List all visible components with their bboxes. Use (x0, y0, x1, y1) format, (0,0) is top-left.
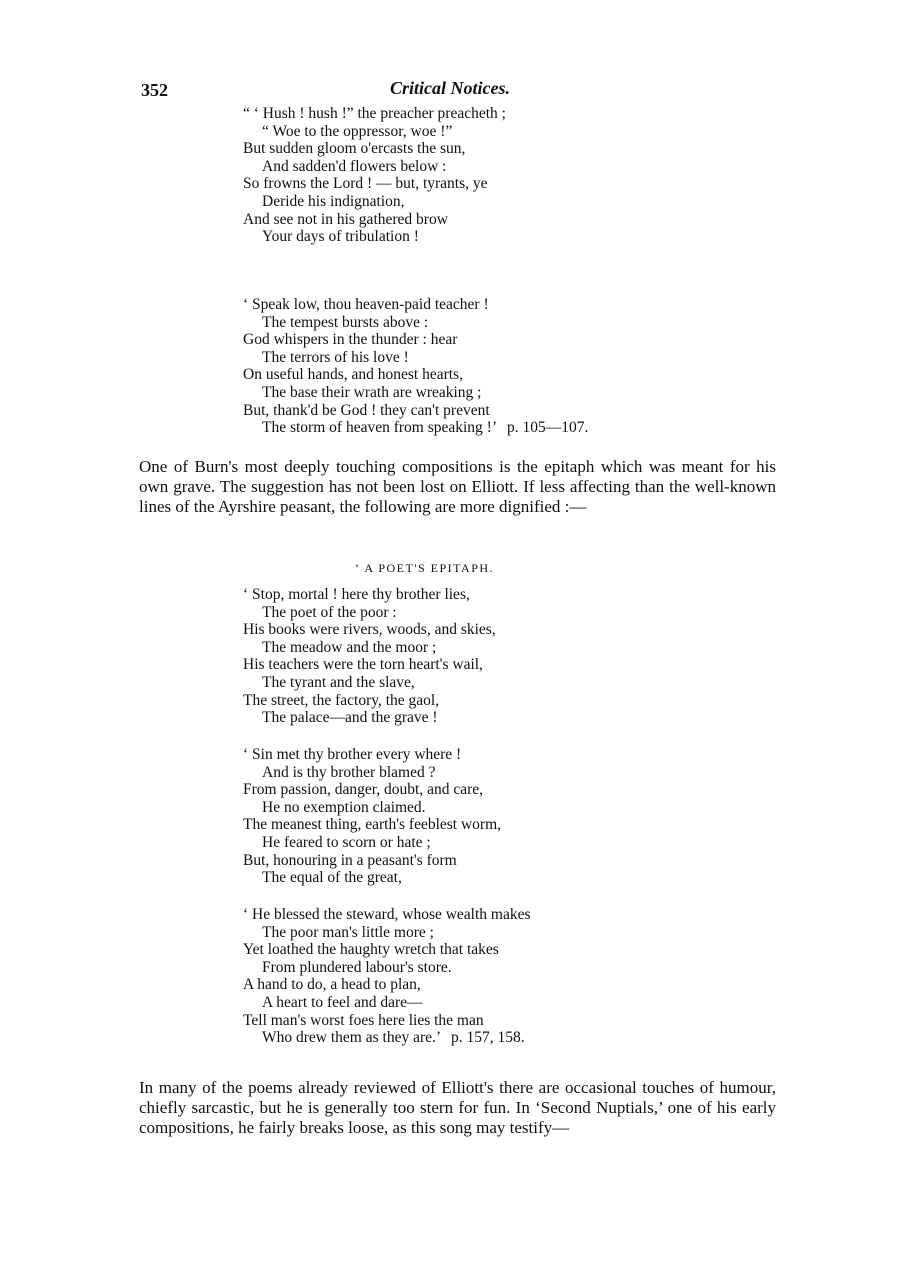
verse-line: His books were rivers, woods, and skies, (243, 621, 496, 639)
running-head: Critical Notices. (390, 78, 510, 98)
poem-stanza-5 (243, 906, 531, 1047)
verse-line: God whispers in the thunder : hear (243, 331, 458, 349)
verse-line: On useful hands, and honest hearts, (243, 366, 463, 384)
verse-line: His teachers were the torn heart's wail, (243, 656, 483, 674)
page-citation: p. 157, 158. (451, 1029, 525, 1047)
verse-line (243, 419, 588, 437)
verse-line: The meadow and the moor ; (262, 638, 437, 656)
verse-line: ‘ He blessed the steward, whose wealth makes (243, 906, 531, 923)
verse-line: He feared to scorn or hate ; (262, 833, 431, 851)
verse-line: ‘ Sin met thy brother every where ! (243, 746, 462, 763)
poem-stanza-2 (243, 296, 588, 437)
verse-text: The storm of heaven from speaking !’ (262, 419, 498, 437)
verse-line: “ Woe to the oppressor, woe !” (262, 122, 453, 140)
verse-line: But, thank'd be God ! they can't prevent (243, 401, 490, 419)
verse-line: From passion, danger, doubt, and care, (243, 781, 484, 799)
prose-paragraph: In many of the poems already reviewed of Elliott's there are occasional touches of humour, chiefly sarcastic, but he is generally too stern for fun. In ‘Second Nuptials,’ one of his early compositions, he fairly breaks loose, as this song may testify— (139, 1078, 776, 1137)
verse-line: But, honouring in a peasant's form (243, 851, 457, 869)
verse-line: From plundered labour's store. (262, 958, 452, 976)
verse-line: So frowns the Lord ! — but, tyrants, ye (243, 175, 488, 193)
epitaph-heading: ‘ A POET'S EPITAPH. (355, 561, 495, 575)
verse-line: And see not in his gathered brow (243, 210, 448, 228)
verse-line: The poet of the poor : (262, 603, 397, 621)
verse-line: “ ‘ Hush ! hush !” the preacher preacheth ; (243, 105, 506, 122)
verse-text: Who drew them as they are.’ (262, 1029, 442, 1047)
verse-line: A heart to feel and dare— (262, 993, 423, 1011)
verse-line: The street, the factory, the gaol, (243, 691, 440, 709)
verse-line: The terrors of his love ! (262, 348, 409, 366)
verse-line (243, 1029, 531, 1047)
verse-line: The tempest bursts above : (262, 313, 429, 331)
verse-line: Deride his indignation, (262, 192, 405, 210)
verse-line: And is thy brother blamed ? (262, 763, 436, 781)
verse-line: The meanest thing, earth's feeblest worm, (243, 816, 502, 834)
verse-line: And sadden'd flowers below : (262, 157, 447, 175)
poem-stanza-3 (243, 586, 496, 727)
verse-line: A hand to do, a head to plan, (243, 976, 421, 994)
verse-line: The palace—and the grave ! (262, 709, 438, 727)
verse-line: Your days of tribulation ! (262, 228, 419, 246)
poem-stanza-1 (243, 105, 506, 246)
verse-line: The tyrant and the slave, (262, 673, 415, 691)
verse-line: But sudden gloom o'ercasts the sun, (243, 140, 466, 158)
page-number: 352 (141, 80, 168, 100)
verse-line: The base their wrath are wreaking ; (262, 383, 482, 401)
verse-line: The equal of the great, (262, 869, 402, 887)
verse-line: He no exemption claimed. (262, 798, 426, 816)
page-citation: p. 105—107. (507, 419, 589, 437)
poem-stanza-4 (243, 746, 501, 887)
verse-line: ‘ Stop, mortal ! here thy brother lies, (243, 586, 470, 603)
prose-paragraph: One of Burn's most deeply touching compositions is the epitaph which was meant for his own grave. The suggestion has not been lost on Elliott. If less affecting than the well-known lines of the Ayrshire peasant, the following are more dignified :— (139, 457, 776, 516)
verse-line: Tell man's worst foes here lies the man (243, 1011, 484, 1029)
verse-line: ‘ Speak low, thou heaven-paid teacher ! (243, 296, 489, 313)
verse-line: Yet loathed the haughty wretch that takes (243, 941, 499, 959)
verse-line: The poor man's little more ; (262, 923, 434, 941)
